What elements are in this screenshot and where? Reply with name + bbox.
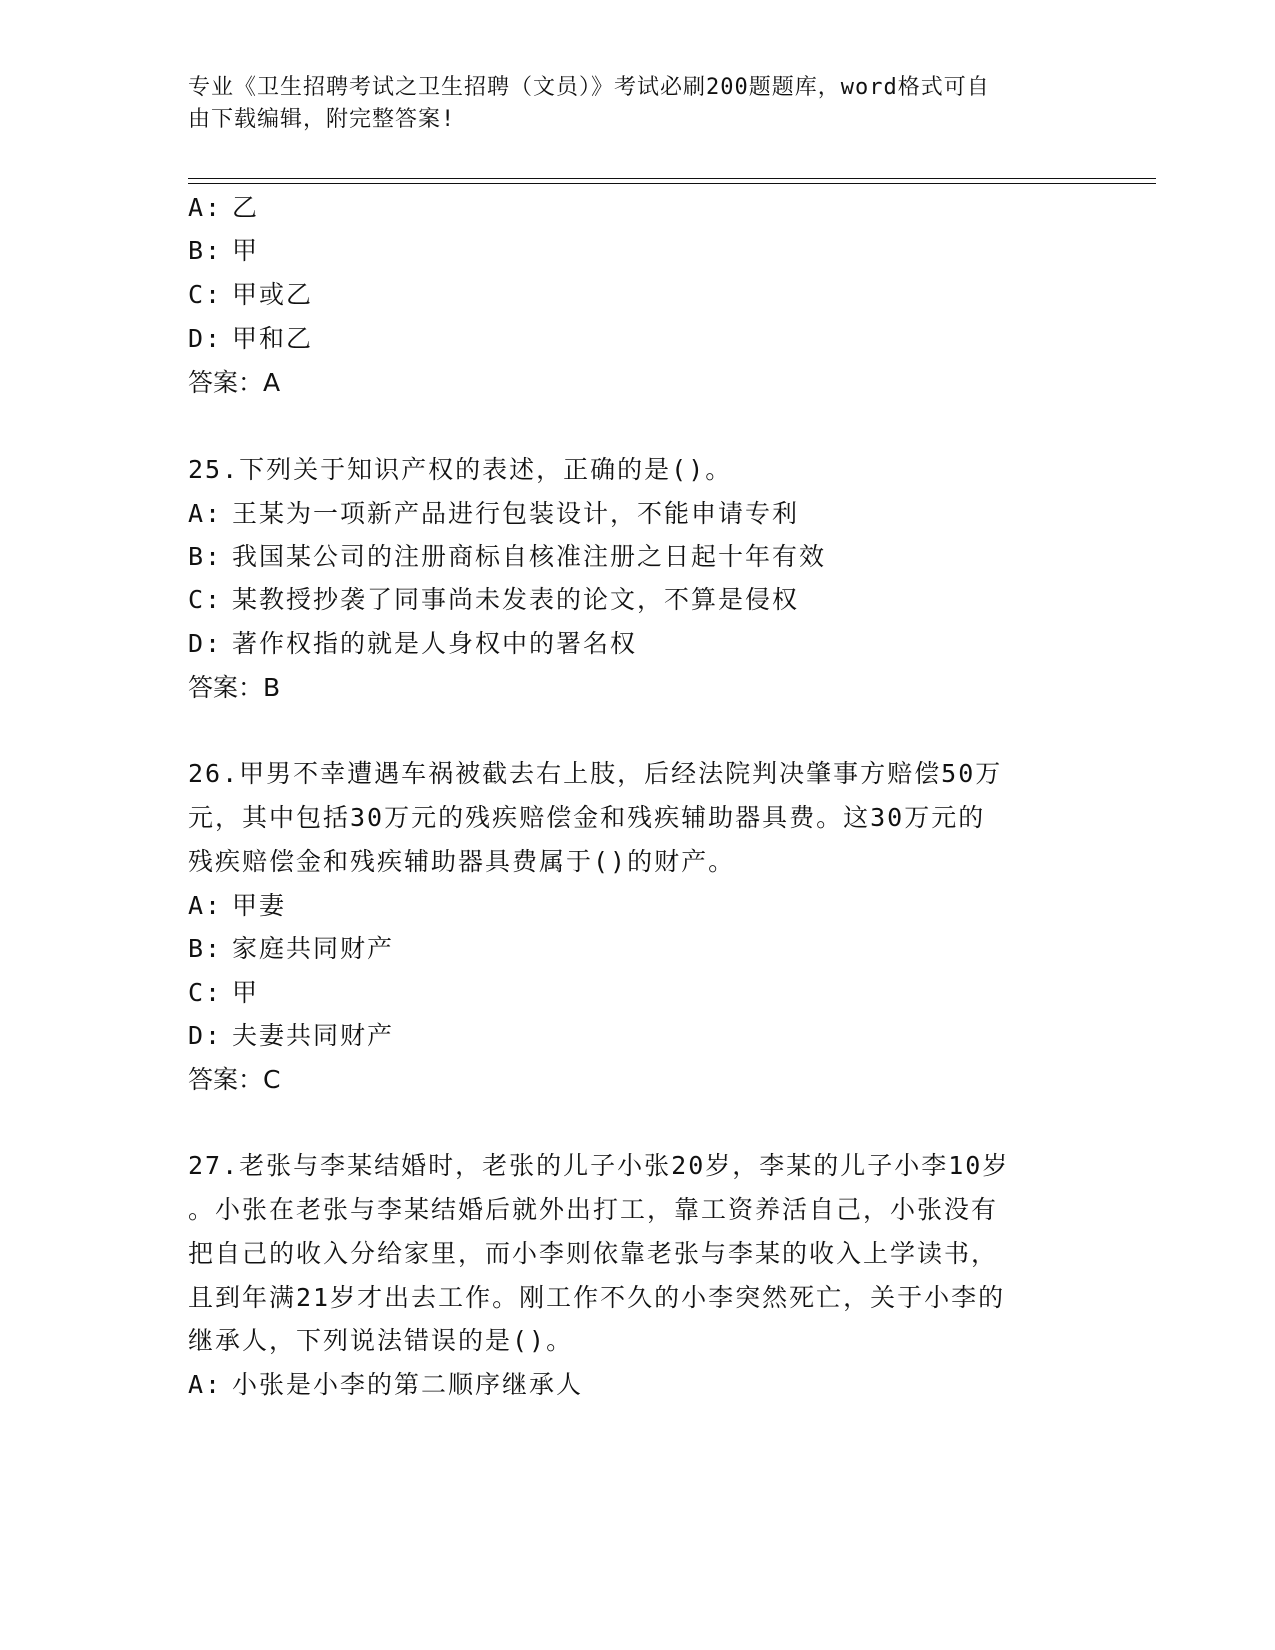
option-label: A: [188,193,223,222]
question-27-line-1: 27.老张与李某结婚时，老张的儿子小张20岁，李某的儿子小李10岁 [188,1151,1010,1180]
option-label: B: [188,542,223,571]
question-26-line-3: 残疾赔偿金和残疾辅助器具费属于()的财产。 [188,847,736,876]
option-text: 甲 [232,978,260,1007]
option-b [188,235,259,267]
option-label: B: [188,934,223,963]
question-27-line-5: 继承人，下列说法错误的是()。 [188,1326,574,1355]
option-text: 甲和乙 [232,324,314,353]
question-27-line-3: 把自己的收入分给家里，而小李则依靠老张与李某的收入上学读书， [188,1239,999,1268]
option-label: D: [188,1021,223,1050]
option-label: C: [188,280,223,309]
option-text: 甲 [232,236,260,265]
option-text: 夫妻共同财产 [232,1021,395,1050]
q26-option-b [188,933,394,965]
q26-option-c [188,977,259,1009]
option-c [188,279,313,311]
option-label: A: [188,891,223,920]
q26-answer: 答案：C [188,1065,281,1094]
header-line-2: 由下载编辑，附完整答案! [188,107,456,132]
q25-option-d [188,628,637,660]
answer-line: 答案：A [188,368,281,397]
question-25: 25.下列关于知识产权的表述，正确的是()。 [188,455,733,484]
option-text: 甲妻 [232,891,287,920]
option-a [188,192,259,224]
q25-option-b [188,541,826,573]
question-27-line-2: 。小张在老张与李某结婚后就外出打工，靠工资养活自己，小张没有 [188,1195,999,1224]
question-26-line-1: 26.甲男不幸遭遇车祸被截去右上肢，后经法院判决肇事方赔偿50万 [188,759,1003,788]
option-text: 著作权指的就是人身权中的署名权 [232,629,638,658]
option-label: D: [188,629,223,658]
option-label: B: [188,236,223,265]
question-27-line-4: 且到年满21岁才出去工作。刚工作不久的小李突然死亡，关于小李的 [188,1283,1006,1312]
option-label: C: [188,978,223,1007]
option-label: A: [188,1370,223,1399]
option-d [188,323,313,355]
option-text: 小张是小李的第二顺序继承人 [232,1370,584,1399]
q25-answer: 答案：B [188,673,281,702]
option-text: 甲或乙 [232,280,314,309]
q25-option-a [188,498,799,530]
q26-option-d [188,1020,394,1052]
option-text: 乙 [232,193,260,222]
question-26-line-2: 元，其中包括30万元的残疾赔偿金和残疾辅助器具费。这30万元的 [188,803,986,832]
header-line-1: 专业《卫生招聘考试之卫生招聘（文员）》考试必刷200题题库，word格式可自 [188,75,990,100]
header-divider-bottom [188,183,1156,184]
option-label: C: [188,585,223,614]
q26-option-a [188,890,286,922]
option-text: 我国某公司的注册商标自核准注册之日起十年有效 [232,542,827,571]
option-label: D: [188,324,223,353]
q27-option-a [188,1369,583,1401]
option-text: 某教授抄袭了同事尚未发表的论文，不算是侵权 [232,585,800,614]
option-label: A: [188,499,223,528]
option-text: 王某为一项新产品进行包装设计，不能申请专利 [232,499,800,528]
header-divider-top [188,178,1156,179]
document-header [188,72,1068,136]
q25-option-c [188,584,799,616]
option-text: 家庭共同财产 [232,934,395,963]
